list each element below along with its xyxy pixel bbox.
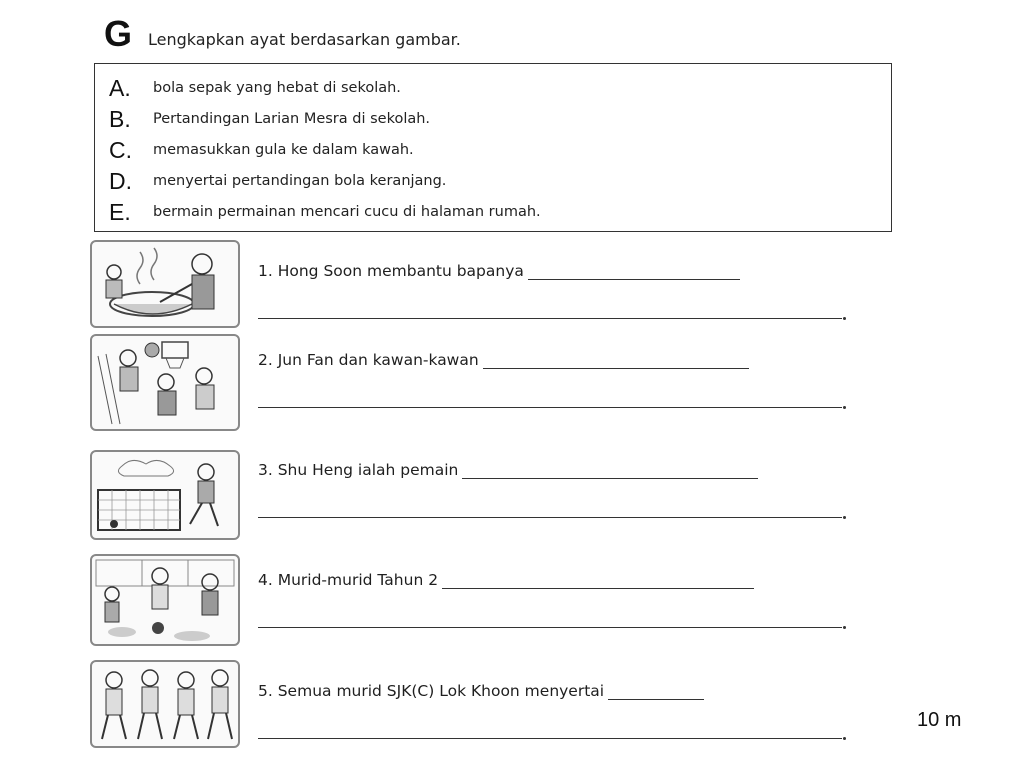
question-5: [258, 682, 704, 700]
option-c: [109, 136, 414, 164]
answer-blank[interactable]: [608, 683, 704, 700]
option-letter: C.: [109, 136, 132, 163]
question-text: 5. Semua murid SJK(C) Lok Khoon menyertai: [258, 682, 605, 700]
option-text: bermain permainan mencari cucu di halaman rumah.: [153, 204, 541, 220]
answer-line[interactable]: [258, 407, 842, 408]
question-text: 3. Shu Heng ialah pemain: [258, 461, 459, 479]
option-text: bola sepak yang hebat di sekolah.: [153, 80, 401, 96]
answer-blank[interactable]: [483, 352, 749, 369]
football-goal-picture: [90, 450, 240, 540]
line-end-dot: [843, 737, 846, 740]
option-text: menyertai pertandingan bola keranjang.: [153, 173, 447, 189]
question-text: 1. Hong Soon membantu bapanya: [258, 262, 524, 280]
option-text: Pertandingan Larian Mesra di sekolah.: [153, 111, 431, 127]
answer-blank[interactable]: [462, 462, 758, 479]
option-e: [109, 198, 541, 226]
basketball-players-picture: [90, 334, 240, 431]
question-1: [258, 262, 740, 280]
line-end-dot: [843, 317, 846, 320]
option-letter: B.: [109, 105, 131, 132]
line-end-dot: [843, 626, 846, 629]
option-letter: E.: [109, 198, 131, 225]
option-b: [109, 105, 430, 133]
children-playing-picture: [90, 554, 240, 646]
option-letter: D.: [109, 167, 132, 194]
question-2: [258, 351, 749, 369]
section-instruction: Lengkapkan ayat berdasarkan gambar.: [148, 30, 461, 49]
answer-line[interactable]: [258, 517, 842, 518]
option-d: [109, 167, 446, 195]
question-4: [258, 571, 754, 589]
marks-label: 10 m: [917, 709, 962, 731]
question-3: [258, 461, 758, 479]
line-end-dot: [843, 406, 846, 409]
section-letter: G: [104, 13, 133, 54]
answer-line[interactable]: [258, 738, 842, 739]
runners-race-picture: [90, 660, 240, 748]
line-end-dot: [843, 516, 846, 519]
answer-line[interactable]: [258, 318, 842, 319]
option-letter: A.: [109, 74, 131, 101]
answer-blank[interactable]: [442, 572, 754, 589]
answer-blank[interactable]: [528, 263, 740, 280]
options-box: [94, 63, 892, 232]
father-son-cooking-picture: [90, 240, 240, 328]
option-a: [109, 74, 401, 102]
question-text: 4. Murid-murid Tahun 2: [258, 571, 439, 589]
option-text: memasukkan gula ke dalam kawah.: [153, 142, 414, 158]
question-text: 2. Jun Fan dan kawan-kawan: [258, 351, 479, 369]
answer-line[interactable]: [258, 627, 842, 628]
